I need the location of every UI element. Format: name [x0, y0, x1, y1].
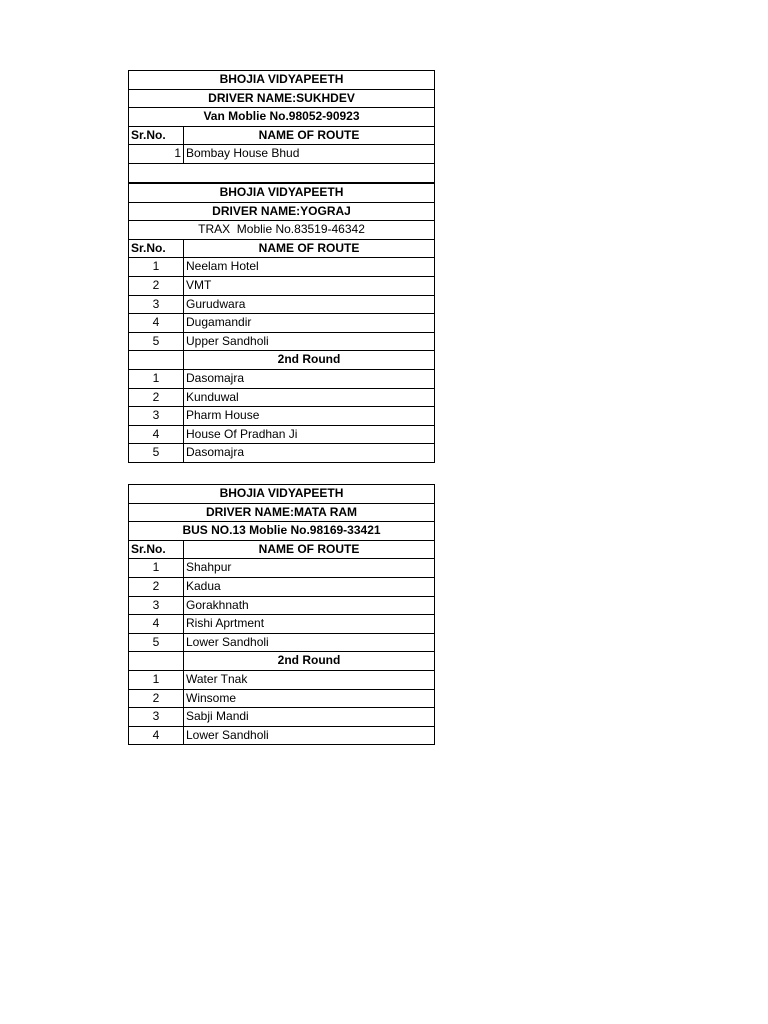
school-name: BHOJIA VIDYAPEETH: [129, 184, 435, 203]
school-name: BHOJIA VIDYAPEETH: [129, 71, 435, 90]
table-row: [129, 615, 435, 634]
col-sr-header: Sr.No.: [129, 126, 184, 145]
table-row: [129, 708, 435, 727]
vehicle-info: Van Moblie No.98052-90923: [129, 108, 435, 127]
vehicle-info: BUS NO.13 Moblie No.98169-33421: [129, 522, 435, 541]
sr-number: 3: [129, 295, 184, 314]
sr-number: 3: [129, 596, 184, 615]
col-sr-header: Sr.No.: [129, 540, 184, 559]
table-row: [129, 407, 435, 426]
route-name: Dugamandir: [184, 314, 435, 333]
second-round-row: [129, 351, 435, 370]
route-name: Kunduwal: [184, 388, 435, 407]
route-table-mata-ram: [128, 484, 435, 745]
route-name: Kadua: [184, 577, 435, 596]
col-sr-header: Sr.No.: [129, 239, 184, 258]
second-round-label: 2nd Round: [184, 652, 435, 671]
route-name: Gurudwara: [184, 295, 435, 314]
sr-number: 1: [129, 369, 184, 388]
table-row: [129, 276, 435, 295]
table-row: [129, 145, 435, 164]
driver-name: DRIVER NAME:MATA RAM: [129, 503, 435, 522]
table-row: [129, 369, 435, 388]
route-name: Dasomajra: [184, 369, 435, 388]
sr-number: 2: [129, 276, 184, 295]
table-row: [129, 425, 435, 444]
route-name: Rishi Aprtment: [184, 615, 435, 634]
route-name: Lower Sandholi: [184, 726, 435, 745]
route-table-yograj: [128, 183, 435, 463]
sr-number: 5: [129, 444, 184, 463]
header-row: [129, 239, 435, 258]
driver-name: DRIVER NAME:SUKHDEV: [129, 89, 435, 108]
sr-number: 4: [129, 314, 184, 333]
table-row: [129, 596, 435, 615]
sr-number: 4: [129, 425, 184, 444]
table-row: [129, 633, 435, 652]
sr-number: 1: [129, 258, 184, 277]
route-name: Pharm House: [184, 407, 435, 426]
col-route-header: NAME OF ROUTE: [184, 540, 435, 559]
header-row: [129, 540, 435, 559]
col-route-header: NAME OF ROUTE: [184, 126, 435, 145]
col-route-header: NAME OF ROUTE: [184, 239, 435, 258]
route-name: Upper Sandholi: [184, 332, 435, 351]
table-row: [129, 314, 435, 333]
route-name: Shahpur: [184, 559, 435, 578]
sr-number: 2: [129, 577, 184, 596]
table-row: [129, 388, 435, 407]
route-name: Gorakhnath: [184, 596, 435, 615]
table-row: [129, 726, 435, 745]
sr-number: 5: [129, 332, 184, 351]
table-row: [129, 295, 435, 314]
route-name: Neelam Hotel: [184, 258, 435, 277]
route-name: House Of Pradhan Ji: [184, 425, 435, 444]
route-name: Dasomajra: [184, 444, 435, 463]
vehicle-info: TRAX Moblie No.83519-46342: [129, 221, 435, 240]
sr-number: 2: [129, 689, 184, 708]
sr-number: 1: [129, 145, 184, 164]
route-name: Sabji Mandi: [184, 708, 435, 727]
empty-row: [129, 163, 435, 182]
sr-number: 4: [129, 726, 184, 745]
sr-number: 1: [129, 559, 184, 578]
sr-number: 4: [129, 615, 184, 634]
route-table-sukhdev: [128, 70, 435, 183]
route-name: VMT: [184, 276, 435, 295]
header-row: [129, 126, 435, 145]
driver-name: DRIVER NAME:YOGRAJ: [129, 202, 435, 221]
table-row: [129, 258, 435, 277]
route-name: Lower Sandholi: [184, 633, 435, 652]
sr-number: 1: [129, 670, 184, 689]
second-round-row: [129, 652, 435, 671]
table-row: [129, 444, 435, 463]
route-name: Winsome: [184, 689, 435, 708]
sr-number: 3: [129, 708, 184, 727]
route-name: Water Tnak: [184, 670, 435, 689]
table-row: [129, 559, 435, 578]
route-name: Bombay House Bhud: [184, 145, 435, 164]
table-row: [129, 689, 435, 708]
table-row: [129, 332, 435, 351]
sr-number: 2: [129, 388, 184, 407]
school-name: BHOJIA VIDYAPEETH: [129, 485, 435, 504]
table-row: [129, 577, 435, 596]
sr-number: 5: [129, 633, 184, 652]
sr-number: 3: [129, 407, 184, 426]
second-round-label: 2nd Round: [184, 351, 435, 370]
table-row: [129, 670, 435, 689]
